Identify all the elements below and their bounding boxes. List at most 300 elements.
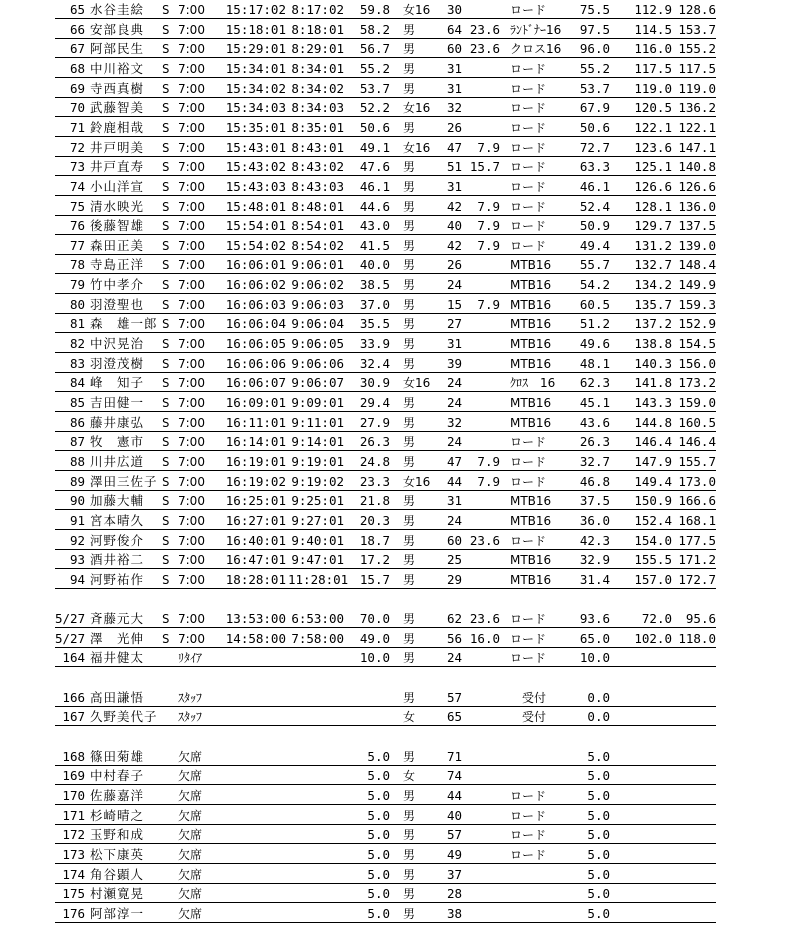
cell-elapsed: 9:09:01 [291, 395, 344, 410]
cell-name: 高田謙悟 [90, 689, 145, 705]
cell-v1: 32.9 [579, 552, 610, 568]
cell-sex: 男 [403, 631, 416, 646]
cell-elapsed: 9:27:01 [291, 512, 344, 528]
cell-bike: ﾗﾝﾄﾞﾅｰ16 [510, 22, 562, 37]
cell-name: 吉田健一 [90, 395, 145, 410]
cell-bike: MTB16 [510, 317, 552, 332]
cell-finish [218, 749, 286, 765]
cell-no: 5/27 [55, 630, 86, 646]
cell-dist [466, 100, 500, 116]
cell-start: 7:00 [178, 513, 205, 528]
cell-elapsed: 8:29:01 [291, 41, 344, 57]
cell-dist [466, 513, 500, 529]
cell-finish: 16:06:03 [225, 296, 286, 312]
cell-age: 24 [447, 375, 463, 391]
cell-age: 15 [447, 296, 463, 312]
cell-age: 64 [447, 21, 463, 37]
cell-age: 49 [447, 846, 463, 862]
cell-v1: 36.0 [579, 512, 610, 528]
cell-s: S [162, 395, 170, 410]
table-row [0, 865, 794, 884]
cell-age: 39 [447, 355, 463, 371]
cell-start: 7:00 [178, 81, 205, 96]
cell-v3: 148.4 [678, 257, 716, 273]
cell-start: 7:00 [178, 3, 205, 17]
cell-name: 寺島正洋 [90, 257, 145, 273]
cell-bike: ロード [510, 179, 547, 194]
cell-bike: ロード [510, 120, 547, 135]
cell-s: S [162, 2, 170, 17]
table-row [0, 118, 794, 137]
cell-score: 32.4 [359, 355, 390, 371]
cell-bike [510, 749, 574, 765]
cell-no: 81 [69, 316, 85, 332]
cell-elapsed: 8:54:01 [291, 218, 344, 234]
cell-dist [466, 277, 500, 293]
cell-v1: 50.9 [579, 218, 610, 234]
cell-score: 44.6 [359, 198, 390, 214]
cell-v3: 155.2 [678, 41, 716, 57]
cell-score: 47.6 [359, 159, 390, 175]
cell-v1: 52.4 [579, 198, 610, 214]
cell-sex: 男 [403, 415, 416, 430]
cell-sex: 女16 [403, 474, 431, 489]
cell-bike: ロード [510, 101, 547, 116]
cell-dist [466, 179, 500, 195]
cell-v1: 5.0 [587, 905, 610, 921]
cell-score: 17.2 [359, 552, 390, 568]
table-row [0, 216, 794, 235]
cell-v2: 128.1 [634, 198, 672, 214]
cell-v3 [674, 886, 716, 902]
cell-age: 32 [447, 414, 463, 430]
cell-name: 加藤大輔 [90, 493, 145, 509]
cell-no: 171 [62, 807, 85, 823]
table-row [0, 413, 794, 432]
cell-sex: 男 [403, 867, 416, 882]
cell-elapsed: 8:17:02 [291, 2, 344, 17]
cell-v2: 150.9 [634, 493, 672, 509]
cell-s [162, 749, 174, 765]
cell-finish: 15:43:02 [225, 159, 286, 175]
cell-finish: 16:09:01 [225, 395, 286, 410]
cell-start: 7:00 [178, 435, 205, 450]
cell-name: 杉崎晴之 [90, 807, 145, 823]
cell-v2 [620, 788, 672, 804]
table-row [0, 648, 794, 667]
cell-start: 7:00 [178, 160, 205, 175]
cell-score: 59.8 [359, 2, 390, 17]
table-row [0, 550, 794, 569]
cell-bike: ロード [510, 474, 547, 489]
cell-v2: 146.4 [634, 434, 672, 450]
cell-bike: MTB16 [510, 278, 552, 293]
cell-name: 松下康英 [90, 846, 145, 862]
cell-v3 [674, 906, 716, 922]
table-row [0, 806, 794, 825]
cell-name: 寺西真樹 [90, 80, 145, 96]
cell-no: 173 [62, 846, 85, 862]
cell-no: 78 [69, 257, 85, 273]
cell-no: 91 [69, 512, 85, 528]
table-row [0, 786, 794, 805]
cell-dist [466, 572, 500, 588]
table-row [0, 177, 794, 196]
cell-dist [466, 336, 500, 352]
cell-v1: 5.0 [587, 886, 610, 902]
cell-name: 澤 光伸 [90, 630, 145, 646]
cell-age: 65 [447, 709, 463, 725]
table-row [0, 432, 794, 451]
cell-elapsed: 9:06:01 [291, 257, 344, 273]
cell-elapsed: 8:35:01 [291, 119, 344, 135]
cell-start: 7:00 [178, 238, 205, 253]
cell-start: 7:00 [178, 278, 205, 293]
cell-dist [466, 690, 500, 706]
cell-start: 7:00 [178, 474, 205, 489]
cell-score: 5.0 [367, 827, 390, 843]
cell-score: 70.0 [359, 611, 390, 627]
table-row [0, 707, 794, 726]
cell-v1: 10.0 [579, 650, 610, 666]
cell-no: 72 [69, 139, 85, 155]
cell-age: 44 [447, 473, 463, 489]
cell-age: 60 [447, 41, 463, 57]
cell-elapsed: 9:06:05 [291, 336, 344, 352]
table-row [0, 39, 794, 58]
cell-v1: 37.5 [579, 493, 610, 509]
cell-age: 42 [447, 237, 463, 253]
cell-v1: 51.2 [579, 316, 610, 332]
cell-dist [466, 395, 500, 411]
cell-dist: 15.7 [469, 159, 500, 175]
cell-score: 37.0 [359, 296, 390, 312]
cell-age: 40 [447, 807, 463, 823]
cell-bike: MTB16 [510, 572, 552, 587]
cell-finish [218, 847, 286, 863]
cell-v3: 128.6 [678, 2, 716, 17]
cell-sex: 男 [403, 651, 416, 666]
cell-age: 29 [447, 571, 463, 587]
cell-dist [466, 886, 500, 902]
cell-finish [218, 650, 286, 666]
cell-s: S [162, 159, 170, 175]
table-row [0, 334, 794, 353]
cell-dist [466, 788, 500, 804]
cell-bike: ロード [510, 454, 547, 469]
cell-dist [466, 847, 500, 863]
cell-s: S [162, 257, 170, 273]
cell-name: 森田正美 [90, 237, 145, 253]
cell-elapsed: 9:14:01 [291, 434, 344, 450]
cell-no: 166 [62, 689, 85, 705]
cell-dist: 7.9 [477, 296, 500, 312]
cell-s: S [162, 237, 170, 253]
cell-s: S [162, 512, 170, 528]
cell-sex: 男 [403, 238, 416, 253]
cell-v3 [674, 650, 716, 666]
table-row [0, 766, 794, 785]
cell-v2: 114.5 [634, 21, 672, 37]
cell-dist [466, 709, 500, 725]
cell-v3: 118.0 [678, 630, 716, 646]
cell-bike: MTB16 [510, 415, 552, 430]
cell-s: S [162, 552, 170, 568]
cell-v1: 5.0 [587, 768, 610, 784]
cell-no: 169 [62, 768, 85, 784]
cell-start: 欠席 [178, 749, 203, 764]
table-row [0, 688, 794, 707]
cell-score: 46.1 [359, 178, 390, 194]
cell-finish: 16:27:01 [225, 512, 286, 528]
cell-start: 7:00 [178, 631, 205, 646]
cell-score: 49.1 [359, 139, 390, 155]
cell-v1: 97.5 [579, 21, 610, 37]
cell-start: 7:00 [178, 22, 205, 37]
cell-age: 24 [447, 395, 463, 410]
cell-no: 168 [62, 748, 85, 764]
cell-name: 井戸直寿 [90, 159, 145, 175]
cell-v1: 5.0 [587, 788, 610, 803]
cell-dist: 16.0 [469, 630, 500, 646]
cell-no: 85 [69, 395, 85, 410]
cell-score: 29.4 [359, 395, 390, 410]
cell-v2: 149.4 [634, 473, 672, 489]
cell-start: 7:00 [178, 454, 205, 469]
cell-no: 68 [69, 60, 85, 76]
cell-finish: 16:19:02 [225, 473, 286, 489]
table-row [0, 79, 794, 98]
cell-name: 峰 知子 [90, 375, 145, 391]
cell-bike [510, 906, 574, 922]
cell-finish: 15:43:03 [225, 178, 286, 194]
cell-v2: 138.8 [634, 336, 672, 352]
table-row [0, 393, 794, 412]
cell-sex: 男 [403, 337, 416, 352]
cell-v2 [620, 650, 672, 666]
cell-start: 欠席 [178, 789, 203, 803]
cell-v2: 134.2 [634, 277, 672, 293]
cell-age: 32 [447, 100, 463, 116]
cell-dist: 7.9 [477, 198, 500, 214]
cell-name: 安部良典 [90, 21, 145, 37]
cell-age: 24 [447, 650, 463, 666]
cell-finish: 15:35:01 [225, 119, 286, 135]
cell-score: 20.3 [359, 512, 390, 528]
cell-elapsed: 8:43:02 [291, 159, 344, 175]
cell-v1: 93.6 [579, 611, 610, 627]
cell-name: 鈴鹿相哉 [90, 119, 145, 135]
cell-v3: 173.2 [678, 375, 716, 391]
cell-finish: 15:54:02 [225, 237, 286, 253]
cell-age: 30 [447, 2, 463, 17]
cell-finish: 15:29:01 [225, 41, 286, 57]
cell-bike: MTB16 [510, 356, 552, 371]
cell-bike: MTB16 [510, 258, 552, 273]
cell-name: 阿部淳一 [90, 905, 145, 921]
table-row [0, 295, 794, 314]
cell-sex: 男 [403, 42, 416, 57]
cell-v1: 67.9 [579, 100, 610, 116]
cell-elapsed: 8:34:02 [291, 80, 344, 96]
cell-no: 164 [62, 650, 85, 666]
cell-v2 [620, 827, 672, 843]
cell-dist: 23.6 [469, 611, 500, 627]
cell-start: 欠席 [178, 769, 203, 784]
table-row [0, 197, 794, 216]
cell-no: 73 [69, 159, 85, 175]
table-row [0, 59, 794, 78]
cell-dist [466, 906, 500, 922]
cell-dist [466, 120, 500, 136]
cell-age: 60 [447, 532, 463, 548]
table-row [0, 609, 794, 628]
cell-v3: 152.9 [678, 316, 716, 332]
cell-sex: 男 [403, 906, 416, 921]
cell-age: 56 [447, 630, 463, 646]
cell-s [162, 827, 174, 843]
cell-sex: 男 [403, 22, 416, 37]
cell-v2: 154.0 [634, 532, 672, 548]
spacer-row [0, 668, 794, 687]
cell-s [162, 886, 174, 902]
cell-s: S [162, 296, 170, 312]
cell-finish: 15:48:01 [225, 198, 286, 214]
cell-age: 74 [447, 768, 463, 784]
cell-name: 宮本晴久 [90, 512, 145, 528]
cell-elapsed [288, 867, 344, 883]
cell-sex: 男 [403, 396, 416, 410]
cell-name: 斉藤元大 [90, 611, 145, 627]
cell-age: 47 [447, 139, 463, 155]
cell-v1: 5.0 [587, 846, 610, 862]
cell-v1: 48.1 [579, 355, 610, 371]
cell-v1: 5.0 [587, 866, 610, 882]
cell-finish: 16:14:01 [225, 434, 286, 450]
cell-score: 5.0 [367, 807, 390, 823]
cell-score: 5.0 [367, 886, 390, 902]
cell-bike: ｸﾛｽ 16 [510, 376, 556, 391]
cell-v1: 0.0 [587, 709, 610, 725]
cell-elapsed [288, 847, 344, 863]
cell-bike: ロード [510, 828, 547, 843]
row-rule [55, 922, 716, 923]
cell-no: 67 [69, 41, 85, 57]
cell-v3: 168.1 [678, 512, 716, 528]
cell-no: 170 [62, 788, 85, 803]
cell-start: 7:00 [178, 297, 205, 312]
cell-score [350, 709, 390, 725]
cell-bike: ロード [510, 651, 547, 666]
cell-sex: 男 [403, 454, 416, 469]
cell-bike: ロード [510, 533, 547, 548]
cell-s [162, 906, 174, 922]
cell-s: S [162, 336, 170, 352]
cell-dist [466, 493, 500, 509]
cell-dist [466, 81, 500, 97]
cell-start: 7:00 [178, 219, 205, 234]
cell-dist: 7.9 [477, 218, 500, 234]
cell-age: 31 [447, 60, 463, 76]
cell-v3: 136.2 [678, 100, 716, 116]
table-row [0, 138, 794, 157]
cell-v1: 0.0 [587, 689, 610, 705]
cell-finish [218, 788, 286, 804]
cell-score: 26.3 [359, 434, 390, 450]
cell-sex: 男 [403, 297, 416, 312]
cell-start: 7:00 [178, 533, 205, 548]
cell-score: 5.0 [367, 905, 390, 921]
cell-age: 38 [447, 905, 463, 921]
cell-start: 7:00 [178, 61, 205, 76]
cell-finish: 16:06:02 [225, 277, 286, 293]
cell-v3: 136.0 [678, 198, 716, 214]
cell-name: 清水映光 [90, 198, 145, 214]
cell-sex: 男 [403, 494, 416, 509]
cell-s [162, 867, 174, 883]
cell-elapsed: 6:53:00 [291, 611, 344, 627]
cell-score: 10.0 [359, 650, 390, 666]
cell-v2 [620, 749, 672, 765]
cell-finish: 16:06:06 [225, 355, 286, 371]
cell-finish: 16:11:01 [225, 414, 286, 430]
cell-s: S [162, 611, 170, 627]
cell-v3: 166.6 [678, 493, 716, 509]
cell-score: 5.0 [367, 866, 390, 882]
cell-finish [218, 827, 286, 843]
cell-v3: 147.1 [678, 139, 716, 155]
cell-dist [466, 356, 500, 372]
cell-start: 7:00 [178, 612, 205, 627]
cell-v3: 160.5 [678, 414, 716, 430]
cell-age: 57 [447, 827, 463, 843]
cell-bike: MTB16 [510, 337, 552, 352]
cell-elapsed: 9:19:01 [291, 453, 344, 469]
cell-v2: 123.6 [634, 139, 672, 155]
cell-name: 澤田三佐子 [90, 473, 158, 489]
table-row [0, 511, 794, 530]
cell-age: 26 [447, 257, 463, 273]
cell-dist [466, 257, 500, 273]
cell-s: S [162, 218, 170, 234]
table-row [0, 629, 794, 648]
table-row [0, 0, 794, 19]
cell-dist [466, 2, 500, 18]
cell-s: S [162, 80, 170, 96]
cell-start: ｽﾀｯﾌ [178, 710, 203, 725]
table-row [0, 747, 794, 766]
cell-v2: 137.2 [634, 316, 672, 332]
cell-dist [466, 749, 500, 765]
cell-finish: 15:17:02 [225, 2, 286, 17]
cell-v3 [674, 788, 716, 804]
cell-elapsed: 9:06:07 [291, 375, 344, 391]
cell-s: S [162, 453, 170, 469]
cell-sex: 男 [403, 847, 416, 862]
cell-s: S [162, 493, 170, 509]
cell-name: 後藤智雄 [90, 218, 145, 234]
cell-s: S [162, 375, 170, 391]
cell-v3 [674, 847, 716, 863]
cell-finish [218, 808, 286, 824]
cell-dist [466, 375, 500, 391]
cell-v2: 157.0 [634, 571, 672, 587]
cell-no: 86 [69, 414, 85, 430]
cell-score: 15.7 [359, 571, 390, 587]
cell-no: 80 [69, 296, 85, 312]
cell-finish: 16:06:04 [225, 316, 286, 332]
cell-elapsed [288, 788, 344, 804]
